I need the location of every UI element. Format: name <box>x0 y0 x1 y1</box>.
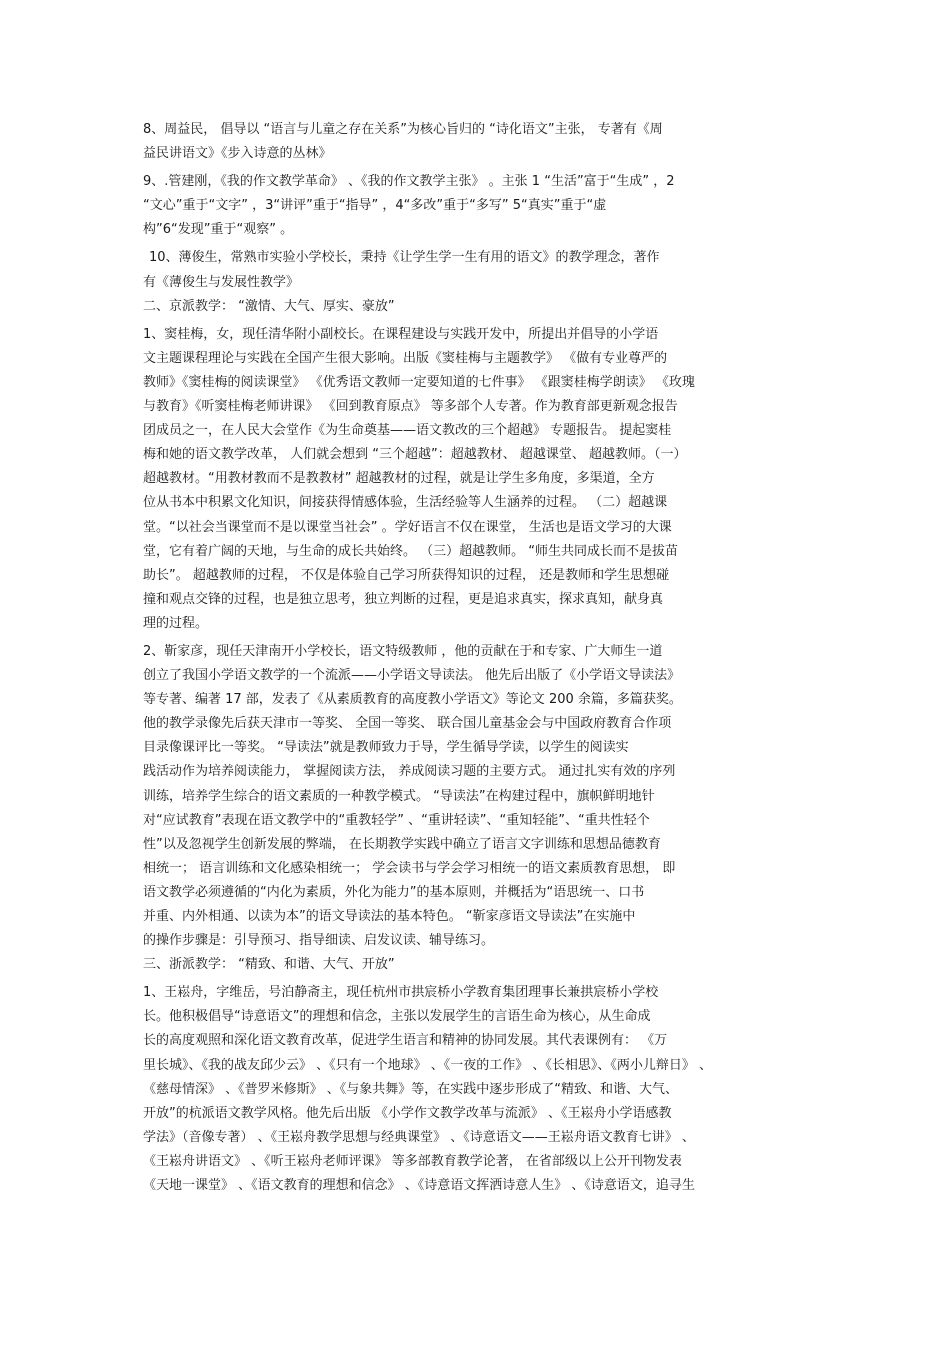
text-line: 构”6“发现”重于“观察” 。 <box>143 222 294 238</box>
text-line: 教师》《窦桂梅的阅读课堂》 《优秀语文教师一定要知道的七件事》 《跟窦桂梅学朗读》 《玫瑰 <box>143 374 695 390</box>
text-line: 长。他积极倡导“诗意语文”的理想和信念，主张以发展学生的言语生命为核心，从生命成 <box>143 1009 651 1025</box>
text-line: 8、周益民， 倡导以 “语言与儿童之存在关系”为核心旨归的 “诗化语文”主张， 专著有《周 <box>143 122 663 137</box>
text-line: 训练，培养学生综合的语文素质的一种教学模式。 “导读法”在构建过程中，旗帜鲜明地针 <box>143 788 655 804</box>
text-line: 有《薄俊生与发展性教学》 <box>143 274 300 290</box>
text-line: 他的教学录像先后获天津市一等奖、 全国一等奖、 联合国儿童基金会与中国政府教育合作项 <box>143 716 672 732</box>
text-line: 等专著、编著 17 部，发表了《从素质教育的高度教小学语文》等论文 200 余篇，多篇获奖。 <box>143 692 682 708</box>
text-line: 团成员之一，在人民大会堂作《为生命奠基——语文教改的三个超越》 专题报告。 提起窦桂 <box>143 423 672 439</box>
text-line: 堂，它有着广阔的天地，与生命的成长共始终。 （三）超越教师。 “师生共同成长而不是拔苗 <box>143 543 679 559</box>
text-line: “文心”重于“文字” ，3“讲评”重于“指导” ，4“多改”重于“多写” 5“真实”重于“虚 <box>143 198 607 214</box>
text-line: 理的过程。 <box>143 615 209 631</box>
text-line: 创立了我国小学语文教学的一个流派——小学语文导读法。 他先后出版了《小学语文导读法》 <box>143 668 681 684</box>
text-line: 的操作步骤是：引导预习、指导细读、启发议读、辅导练习。 <box>143 933 495 949</box>
text-line: 《王崧舟讲语文》 、《听王崧舟老师评课》 等多部教育教学论著， 在省部级以上公开刊物发表 <box>143 1153 682 1169</box>
text-line: 开放”的杭派语文教学风格。他先后出版 《小学作文教学改革与流派》 、《王崧舟小学语感教 <box>143 1105 672 1121</box>
text-line: 对“应试教育”表现在语文教学中的“重教轻学” 、“重讲轻读”、“重知轻能”、“重共性轻个 <box>143 812 650 828</box>
text-line: 里长城》、《我的战友邱少云》 、《只有一个地球》 、《一夜的工作》 、《长相思》、《两小儿辩日》 、 <box>143 1057 713 1073</box>
text-line: 益民讲语文》《步入诗意的丛林》 <box>143 146 332 162</box>
text-line: 梅和她的语文教学改革， 人们就会想到 “三个超越”：超越教材、 超越课堂、 超越教师。（一） <box>143 447 687 463</box>
text-line: 1、王崧舟，字维岳，号泊静斋主，现任杭州市拱宸桥小学教育集团理事长兼拱宸桥小学校 <box>143 985 659 1001</box>
text-line: 性”以及忽视学生创新发展的弊端， 在长期教学实践中确立了语言文字训练和思想品德教育 <box>143 836 661 852</box>
text-line: 文主题课程理论与实践在全国产生很大影响。出版《窦桂梅与主题教学》 《做有专业尊严的 <box>143 350 668 366</box>
text-line: 助长”。 超越教师的过程， 不仅是体验自己学习所获得知识的过程， 还是教师和学生思想碰 <box>143 567 670 583</box>
text-line: 撞和观点交锋的过程，也是独立思考，独立判断的过程，更是追求真实，探求真知，献身真 <box>143 591 664 607</box>
text-line: 堂。“以社会当课堂而不是以课堂当社会” 。学好语言不仅在课堂， 生活也是语文学习的大课 <box>143 519 672 535</box>
text-line: 相统一； 语言训练和文化感染相统一； 学会读书与学会学习相统一的语文素质教育思想， 即 <box>143 860 676 876</box>
text-line: 9、.管建刚，《我的作文教学革命》 、《我的作文教学主张》 。主张 1 “生活”富于“生成” ，2 <box>143 174 675 190</box>
text-line: 语文教学必须遵循的“内化为素质，外化为能力”的基本原则，并概括为“语思统一、口书 <box>143 884 645 900</box>
text-line: 长的高度观照和深化语文教育改革，促进学生语言和精神的协同发展。其代表课例有： 《万 <box>143 1033 668 1049</box>
text-line: 超越教材。“用教材教而不是教教材” 超越教材的过程，就是让学生多角度，多渠道，全方 <box>143 471 655 487</box>
section-heading: 三、浙派教学： “精致、和谐、大气、开放” <box>143 957 395 973</box>
text-line: 位从书本中积累文化知识，间接获得情感体验，生活经验等人生涵养的过程。 （二）超越课 <box>143 495 668 511</box>
text-line: 10、薄俊生，常熟市实验小学校长，秉持《让学生学一生有用的语文》的教学理念，著作 <box>149 250 660 266</box>
text-line: 2、靳家彦，现任天津南开小学校长，语文特级教师 ，他的贡献在于和专家、广大师生一道 <box>143 643 663 659</box>
text-line: 1、窦桂梅，女，现任清华附小副校长。在课程建设与实践开发中，所提出并倡导的小学语 <box>143 326 659 342</box>
text-line: 学法》（音像专著） 、《王崧舟教学思想与经典课堂》 、《诗意语文——王崧舟语文教育七讲》 、 <box>143 1129 695 1145</box>
text-line: 与教育》《听窦桂梅老师讲课》 《回到教育原点》 等多部个人专著。作为教育部更新观念报告 <box>143 399 678 415</box>
document-page <box>143 118 813 1198</box>
section-heading: 二、京派教学： “激情、大气、厚实、豪放” <box>143 298 395 314</box>
text-line: 践活动作为培养阅读能力， 掌握阅读方法， 养成阅读习题的主要方式。 通过扎实有效的序列 <box>143 764 676 780</box>
text-line: 并重、内外相通、以读为本”的语文导读法的基本特色。 “靳家彦语文导读法”在实施中 <box>143 909 636 924</box>
text-line: 《天地一课堂》 、《语文教育的理想和信念》 、《诗意语文挥洒诗意人生》 、《诗意语文，追寻生 <box>143 1178 695 1194</box>
text-line: 目录像课评比一等奖。 “导读法”就是教师致力于导，学生循导学读，以学生的阅读实 <box>143 740 629 756</box>
text-line: 《慈母情深》 、《普罗米修斯》 、《与象共舞》等，在实践中逐步形成了“精致、和谐、大气、 <box>143 1081 679 1097</box>
